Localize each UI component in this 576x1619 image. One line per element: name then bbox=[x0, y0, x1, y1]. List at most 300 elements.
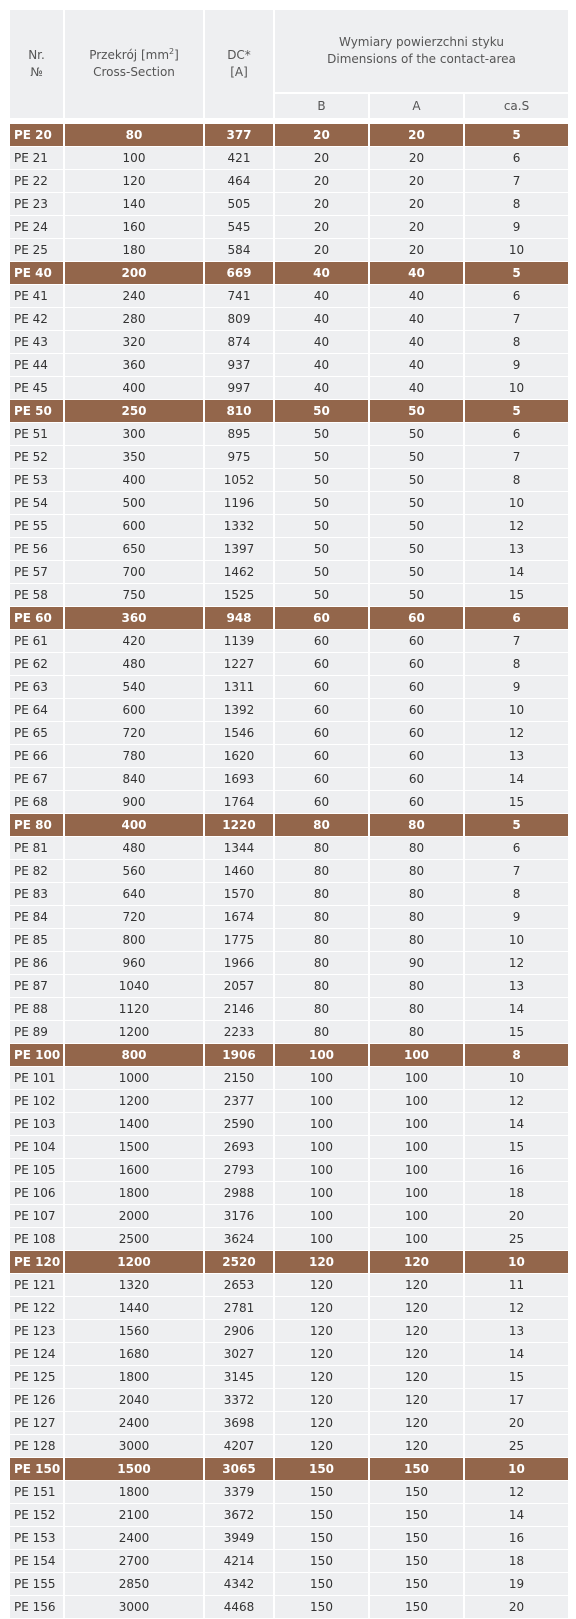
cell-dc: 1674 bbox=[204, 906, 274, 929]
cell-b: 40 bbox=[274, 285, 369, 308]
cell-a: 80 bbox=[369, 975, 464, 998]
table-row bbox=[9, 929, 569, 952]
cell-s: 10 bbox=[464, 1067, 569, 1090]
cell-dc: 3176 bbox=[204, 1205, 274, 1228]
cell-cross-section: 720 bbox=[64, 906, 204, 929]
cell-cross-section: 2850 bbox=[64, 1573, 204, 1596]
cell-dc: 4468 bbox=[204, 1596, 274, 1619]
table-row-group bbox=[9, 400, 569, 423]
cell-s: 20 bbox=[464, 1596, 569, 1619]
table-row bbox=[9, 745, 569, 768]
header-nr-line1: Nr. bbox=[28, 48, 45, 62]
cell-a: 100 bbox=[369, 1067, 464, 1090]
cell-b: 80 bbox=[274, 998, 369, 1021]
cell-s: 7 bbox=[464, 308, 569, 331]
cell-a: 40 bbox=[369, 354, 464, 377]
cell-a: 50 bbox=[369, 561, 464, 584]
table-body bbox=[9, 124, 569, 1619]
table-row-group bbox=[9, 1458, 569, 1481]
cell-dc: 937 bbox=[204, 354, 274, 377]
cell-a: 100 bbox=[369, 1090, 464, 1113]
cell-cross-section: 1800 bbox=[64, 1366, 204, 1389]
cell-s: 5 bbox=[464, 124, 569, 147]
cell-cross-section: 400 bbox=[64, 377, 204, 400]
cell-nr: PE 60 bbox=[9, 607, 64, 630]
cell-dc: 1052 bbox=[204, 469, 274, 492]
cell-dc: 3065 bbox=[204, 1458, 274, 1481]
cell-nr: PE 44 bbox=[9, 354, 64, 377]
cell-cross-section: 3000 bbox=[64, 1596, 204, 1619]
header-dc-line1: DC* bbox=[227, 48, 251, 62]
cell-nr: PE 84 bbox=[9, 906, 64, 929]
header-dimensions bbox=[274, 9, 569, 93]
cell-cross-section: 1800 bbox=[64, 1182, 204, 1205]
cell-nr: PE 21 bbox=[9, 147, 64, 170]
table-row bbox=[9, 722, 569, 745]
cell-a: 50 bbox=[369, 515, 464, 538]
cell-a: 100 bbox=[369, 1113, 464, 1136]
cell-s: 15 bbox=[464, 1366, 569, 1389]
cell-b: 120 bbox=[274, 1435, 369, 1458]
cell-a: 100 bbox=[369, 1044, 464, 1067]
cell-b: 120 bbox=[274, 1389, 369, 1412]
cell-s: 8 bbox=[464, 883, 569, 906]
cell-nr: PE 150 bbox=[9, 1458, 64, 1481]
cell-dc: 2233 bbox=[204, 1021, 274, 1044]
cell-a: 80 bbox=[369, 998, 464, 1021]
cell-cross-section: 480 bbox=[64, 653, 204, 676]
cell-cross-section: 360 bbox=[64, 607, 204, 630]
cell-b: 100 bbox=[274, 1113, 369, 1136]
cell-s: 14 bbox=[464, 561, 569, 584]
cell-dc: 3672 bbox=[204, 1504, 274, 1527]
cell-a: 40 bbox=[369, 262, 464, 285]
cell-cross-section: 900 bbox=[64, 791, 204, 814]
cell-nr: PE 20 bbox=[9, 124, 64, 147]
cell-nr: PE 152 bbox=[9, 1504, 64, 1527]
cell-a: 60 bbox=[369, 607, 464, 630]
cell-cross-section: 1000 bbox=[64, 1067, 204, 1090]
cell-s: 18 bbox=[464, 1182, 569, 1205]
cell-nr: PE 64 bbox=[9, 699, 64, 722]
cell-a: 80 bbox=[369, 929, 464, 952]
cell-s: 7 bbox=[464, 630, 569, 653]
table-row bbox=[9, 791, 569, 814]
cell-cross-section: 1440 bbox=[64, 1297, 204, 1320]
cell-nr: PE 126 bbox=[9, 1389, 64, 1412]
cell-nr: PE 65 bbox=[9, 722, 64, 745]
cell-cross-section: 2100 bbox=[64, 1504, 204, 1527]
cell-b: 120 bbox=[274, 1274, 369, 1297]
table-row bbox=[9, 975, 569, 998]
cell-nr: PE 127 bbox=[9, 1412, 64, 1435]
cell-dc: 1227 bbox=[204, 653, 274, 676]
cell-cross-section: 3000 bbox=[64, 1435, 204, 1458]
cell-nr: PE 61 bbox=[9, 630, 64, 653]
cell-a: 120 bbox=[369, 1389, 464, 1412]
cell-a: 80 bbox=[369, 814, 464, 837]
cell-nr: PE 66 bbox=[9, 745, 64, 768]
cell-cross-section: 1200 bbox=[64, 1090, 204, 1113]
cell-dc: 1764 bbox=[204, 791, 274, 814]
cell-nr: PE 105 bbox=[9, 1159, 64, 1182]
cell-nr: PE 51 bbox=[9, 423, 64, 446]
cell-a: 100 bbox=[369, 1182, 464, 1205]
header-dimensions-pl: Wymiary powierzchni styku bbox=[339, 35, 504, 49]
cell-a: 20 bbox=[369, 170, 464, 193]
cell-dc: 809 bbox=[204, 308, 274, 331]
cell-b: 50 bbox=[274, 515, 369, 538]
cell-cross-section: 560 bbox=[64, 860, 204, 883]
cell-b: 20 bbox=[274, 239, 369, 262]
cell-dc: 1220 bbox=[204, 814, 274, 837]
cell-nr: PE 103 bbox=[9, 1113, 64, 1136]
cell-nr: PE 88 bbox=[9, 998, 64, 1021]
cell-cross-section: 1600 bbox=[64, 1159, 204, 1182]
cell-dc: 3027 bbox=[204, 1343, 274, 1366]
table-row bbox=[9, 423, 569, 446]
cell-b: 50 bbox=[274, 584, 369, 607]
cell-b: 40 bbox=[274, 354, 369, 377]
cell-cross-section: 2040 bbox=[64, 1389, 204, 1412]
cell-a: 150 bbox=[369, 1573, 464, 1596]
header-cross-section bbox=[64, 9, 204, 119]
cell-cross-section: 250 bbox=[64, 400, 204, 423]
cell-nr: PE 128 bbox=[9, 1435, 64, 1458]
cell-s: 9 bbox=[464, 676, 569, 699]
cell-s: 12 bbox=[464, 952, 569, 975]
table-row bbox=[9, 1435, 569, 1458]
cell-nr: PE 102 bbox=[9, 1090, 64, 1113]
cell-dc: 421 bbox=[204, 147, 274, 170]
table-row bbox=[9, 1228, 569, 1251]
table-row bbox=[9, 699, 569, 722]
cell-dc: 948 bbox=[204, 607, 274, 630]
cell-b: 50 bbox=[274, 492, 369, 515]
cell-s: 25 bbox=[464, 1435, 569, 1458]
cell-cross-section: 400 bbox=[64, 469, 204, 492]
cell-dc: 669 bbox=[204, 262, 274, 285]
cell-dc: 377 bbox=[204, 124, 274, 147]
cell-cross-section: 100 bbox=[64, 147, 204, 170]
cell-dc: 4214 bbox=[204, 1550, 274, 1573]
cell-dc: 2146 bbox=[204, 998, 274, 1021]
cell-b: 20 bbox=[274, 124, 369, 147]
cell-a: 90 bbox=[369, 952, 464, 975]
table-row bbox=[9, 515, 569, 538]
cell-s: 10 bbox=[464, 377, 569, 400]
cell-b: 120 bbox=[274, 1343, 369, 1366]
cell-s: 14 bbox=[464, 1113, 569, 1136]
cell-s: 20 bbox=[464, 1412, 569, 1435]
cell-b: 50 bbox=[274, 423, 369, 446]
table-row-group bbox=[9, 1044, 569, 1067]
cell-nr: PE 100 bbox=[9, 1044, 64, 1067]
cell-b: 150 bbox=[274, 1458, 369, 1481]
cell-dc: 2150 bbox=[204, 1067, 274, 1090]
cell-cross-section: 650 bbox=[64, 538, 204, 561]
cell-dc: 2693 bbox=[204, 1136, 274, 1159]
cell-a: 120 bbox=[369, 1297, 464, 1320]
cell-cross-section: 800 bbox=[64, 1044, 204, 1067]
cell-dc: 3698 bbox=[204, 1412, 274, 1435]
cell-s: 18 bbox=[464, 1550, 569, 1573]
table-row bbox=[9, 883, 569, 906]
cell-dc: 3372 bbox=[204, 1389, 274, 1412]
cell-cross-section: 840 bbox=[64, 768, 204, 791]
header-nr-line2: № bbox=[30, 65, 43, 79]
table-row bbox=[9, 561, 569, 584]
header-nr bbox=[9, 9, 64, 119]
table-row bbox=[9, 1412, 569, 1435]
cell-a: 50 bbox=[369, 469, 464, 492]
cell-b: 100 bbox=[274, 1044, 369, 1067]
cell-b: 120 bbox=[274, 1366, 369, 1389]
table-row bbox=[9, 952, 569, 975]
cell-cross-section: 540 bbox=[64, 676, 204, 699]
cell-cross-section: 80 bbox=[64, 124, 204, 147]
cell-b: 20 bbox=[274, 147, 369, 170]
cell-a: 120 bbox=[369, 1274, 464, 1297]
cell-b: 80 bbox=[274, 929, 369, 952]
cell-cross-section: 360 bbox=[64, 354, 204, 377]
table-header bbox=[9, 9, 569, 124]
cell-nr: PE 83 bbox=[9, 883, 64, 906]
cell-nr: PE 42 bbox=[9, 308, 64, 331]
cell-s: 8 bbox=[464, 1044, 569, 1067]
table-row bbox=[9, 1320, 569, 1343]
cell-nr: PE 68 bbox=[9, 791, 64, 814]
cell-a: 80 bbox=[369, 837, 464, 860]
cell-nr: PE 57 bbox=[9, 561, 64, 584]
cell-b: 120 bbox=[274, 1412, 369, 1435]
cell-a: 100 bbox=[369, 1159, 464, 1182]
cell-cross-section: 400 bbox=[64, 814, 204, 837]
header-cross-section-en: Cross-Section bbox=[93, 65, 175, 79]
cell-nr: PE 86 bbox=[9, 952, 64, 975]
cell-b: 40 bbox=[274, 308, 369, 331]
cell-a: 20 bbox=[369, 193, 464, 216]
cell-nr: PE 123 bbox=[9, 1320, 64, 1343]
cell-cross-section: 780 bbox=[64, 745, 204, 768]
cell-a: 80 bbox=[369, 1021, 464, 1044]
table-row bbox=[9, 354, 569, 377]
cell-a: 20 bbox=[369, 147, 464, 170]
cell-cross-section: 2400 bbox=[64, 1412, 204, 1435]
cell-dc: 1462 bbox=[204, 561, 274, 584]
cell-nr: PE 87 bbox=[9, 975, 64, 998]
cell-nr: PE 106 bbox=[9, 1182, 64, 1205]
table-row bbox=[9, 1182, 569, 1205]
table-row bbox=[9, 1481, 569, 1504]
cell-a: 120 bbox=[369, 1412, 464, 1435]
cell-cross-section: 2400 bbox=[64, 1527, 204, 1550]
table-row bbox=[9, 1159, 569, 1182]
cell-dc: 2906 bbox=[204, 1320, 274, 1343]
cell-a: 60 bbox=[369, 676, 464, 699]
cell-nr: PE 41 bbox=[9, 285, 64, 308]
cell-cross-section: 720 bbox=[64, 722, 204, 745]
cell-b: 100 bbox=[274, 1067, 369, 1090]
cell-s: 11 bbox=[464, 1274, 569, 1297]
cell-a: 20 bbox=[369, 124, 464, 147]
cell-s: 14 bbox=[464, 1343, 569, 1366]
cell-s: 9 bbox=[464, 906, 569, 929]
cell-s: 17 bbox=[464, 1389, 569, 1412]
table-row bbox=[9, 998, 569, 1021]
table-row bbox=[9, 1343, 569, 1366]
cell-b: 60 bbox=[274, 607, 369, 630]
cell-s: 14 bbox=[464, 768, 569, 791]
table-row bbox=[9, 1113, 569, 1136]
header-cross-section-pre: Przekrój [mm bbox=[89, 48, 170, 62]
cell-cross-section: 1400 bbox=[64, 1113, 204, 1136]
cell-b: 150 bbox=[274, 1481, 369, 1504]
cell-dc: 1139 bbox=[204, 630, 274, 653]
cell-cross-section: 240 bbox=[64, 285, 204, 308]
cell-nr: PE 54 bbox=[9, 492, 64, 515]
cell-b: 60 bbox=[274, 791, 369, 814]
cell-a: 20 bbox=[369, 239, 464, 262]
cell-a: 100 bbox=[369, 1136, 464, 1159]
cell-a: 60 bbox=[369, 745, 464, 768]
cell-a: 150 bbox=[369, 1504, 464, 1527]
cell-s: 10 bbox=[464, 1251, 569, 1274]
cell-s: 13 bbox=[464, 745, 569, 768]
cell-b: 120 bbox=[274, 1297, 369, 1320]
table-row bbox=[9, 216, 569, 239]
cell-a: 120 bbox=[369, 1251, 464, 1274]
cell-nr: PE 154 bbox=[9, 1550, 64, 1573]
cell-b: 50 bbox=[274, 469, 369, 492]
cell-a: 150 bbox=[369, 1596, 464, 1619]
cell-nr: PE 63 bbox=[9, 676, 64, 699]
cell-cross-section: 2000 bbox=[64, 1205, 204, 1228]
cell-nr: PE 43 bbox=[9, 331, 64, 354]
cell-dc: 1546 bbox=[204, 722, 274, 745]
cell-nr: PE 45 bbox=[9, 377, 64, 400]
cell-cross-section: 200 bbox=[64, 262, 204, 285]
cell-s: 6 bbox=[464, 607, 569, 630]
cell-dc: 464 bbox=[204, 170, 274, 193]
cell-a: 40 bbox=[369, 331, 464, 354]
cell-cross-section: 640 bbox=[64, 883, 204, 906]
cell-b: 150 bbox=[274, 1596, 369, 1619]
table-row-group bbox=[9, 262, 569, 285]
table-row bbox=[9, 377, 569, 400]
cell-b: 100 bbox=[274, 1159, 369, 1182]
cell-a: 120 bbox=[369, 1320, 464, 1343]
cell-s: 5 bbox=[464, 814, 569, 837]
cell-b: 80 bbox=[274, 1021, 369, 1044]
cell-nr: PE 52 bbox=[9, 446, 64, 469]
cell-cross-section: 1200 bbox=[64, 1251, 204, 1274]
header-col-s: ca.S bbox=[464, 93, 569, 119]
cell-a: 20 bbox=[369, 216, 464, 239]
cell-cross-section: 600 bbox=[64, 699, 204, 722]
cell-a: 40 bbox=[369, 285, 464, 308]
table-row bbox=[9, 1366, 569, 1389]
cell-s: 19 bbox=[464, 1573, 569, 1596]
table-row bbox=[9, 653, 569, 676]
cell-a: 120 bbox=[369, 1366, 464, 1389]
cell-s: 15 bbox=[464, 791, 569, 814]
cell-dc: 1460 bbox=[204, 860, 274, 883]
table-row bbox=[9, 584, 569, 607]
cell-s: 14 bbox=[464, 1504, 569, 1527]
cell-dc: 545 bbox=[204, 216, 274, 239]
cell-cross-section: 750 bbox=[64, 584, 204, 607]
cell-s: 13 bbox=[464, 1320, 569, 1343]
cell-b: 150 bbox=[274, 1527, 369, 1550]
cell-a: 50 bbox=[369, 492, 464, 515]
cell-a: 50 bbox=[369, 446, 464, 469]
cell-cross-section: 2700 bbox=[64, 1550, 204, 1573]
cell-s: 16 bbox=[464, 1527, 569, 1550]
cell-dc: 895 bbox=[204, 423, 274, 446]
cell-b: 80 bbox=[274, 883, 369, 906]
cell-a: 60 bbox=[369, 630, 464, 653]
cell-s: 14 bbox=[464, 998, 569, 1021]
cell-s: 12 bbox=[464, 1297, 569, 1320]
cell-dc: 1196 bbox=[204, 492, 274, 515]
cell-nr: PE 62 bbox=[9, 653, 64, 676]
cell-b: 40 bbox=[274, 377, 369, 400]
cell-b: 50 bbox=[274, 538, 369, 561]
cell-nr: PE 155 bbox=[9, 1573, 64, 1596]
cell-dc: 505 bbox=[204, 193, 274, 216]
header-cross-section-sup: 2 bbox=[169, 47, 175, 56]
cell-cross-section: 500 bbox=[64, 492, 204, 515]
cell-a: 80 bbox=[369, 883, 464, 906]
cell-s: 12 bbox=[464, 1481, 569, 1504]
cell-a: 50 bbox=[369, 538, 464, 561]
cell-cross-section: 300 bbox=[64, 423, 204, 446]
cell-s: 10 bbox=[464, 699, 569, 722]
cell-s: 7 bbox=[464, 170, 569, 193]
table-row bbox=[9, 147, 569, 170]
cell-b: 60 bbox=[274, 653, 369, 676]
table-row bbox=[9, 1527, 569, 1550]
cell-dc: 1392 bbox=[204, 699, 274, 722]
cell-nr: PE 40 bbox=[9, 262, 64, 285]
table-row bbox=[9, 906, 569, 929]
cell-a: 40 bbox=[369, 308, 464, 331]
cell-b: 20 bbox=[274, 170, 369, 193]
cell-a: 150 bbox=[369, 1458, 464, 1481]
cell-dc: 2057 bbox=[204, 975, 274, 998]
cell-dc: 1906 bbox=[204, 1044, 274, 1067]
cell-dc: 584 bbox=[204, 239, 274, 262]
cell-nr: PE 107 bbox=[9, 1205, 64, 1228]
cell-cross-section: 2500 bbox=[64, 1228, 204, 1251]
cell-nr: PE 67 bbox=[9, 768, 64, 791]
table-row bbox=[9, 676, 569, 699]
cell-b: 80 bbox=[274, 837, 369, 860]
cell-s: 7 bbox=[464, 446, 569, 469]
table-row bbox=[9, 331, 569, 354]
cell-a: 50 bbox=[369, 423, 464, 446]
cell-dc: 1397 bbox=[204, 538, 274, 561]
table-row bbox=[9, 630, 569, 653]
table-row-group bbox=[9, 607, 569, 630]
cell-b: 60 bbox=[274, 699, 369, 722]
cell-b: 60 bbox=[274, 768, 369, 791]
cell-dc: 1570 bbox=[204, 883, 274, 906]
cell-dc: 1620 bbox=[204, 745, 274, 768]
cell-b: 80 bbox=[274, 952, 369, 975]
cell-nr: PE 125 bbox=[9, 1366, 64, 1389]
